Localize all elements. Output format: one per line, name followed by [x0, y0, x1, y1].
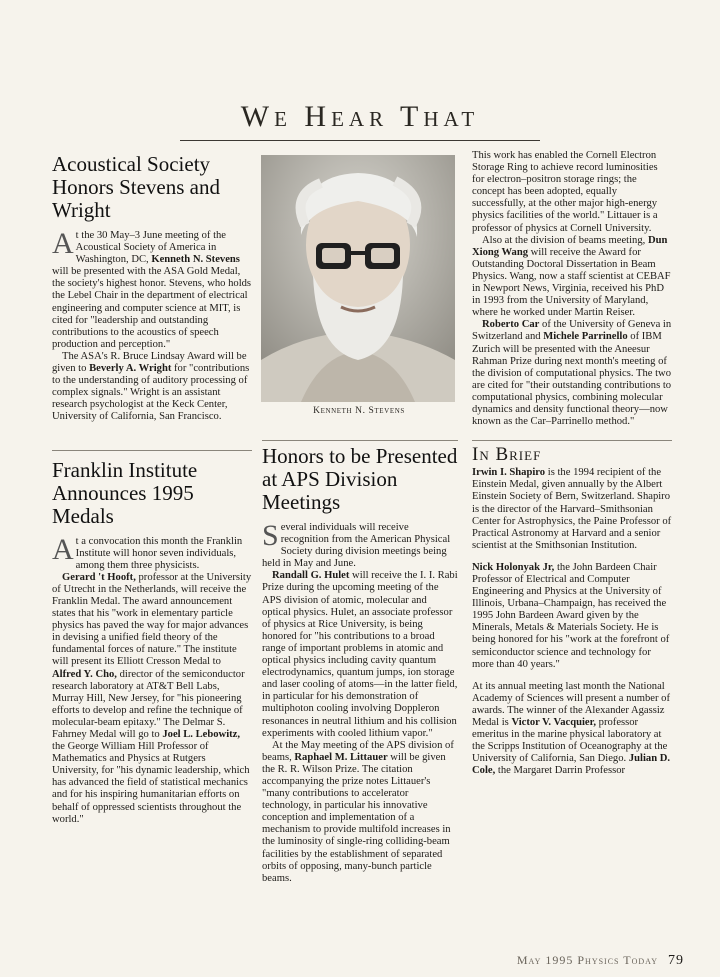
page-number: 79: [668, 953, 684, 968]
article-paragraph: Several individuals will receive recognition from the American Physical Society during division meetings being held in May and June.: [262, 519, 451, 570]
brief-item: Irwin I. Shapiro is the 1994 recipient of the Einstein Medal, given annually by the Albert Einstein Society of Bern, Switzerland. Shapiro is the director of the Harvard–Smithsonian Center for Astrophysics, the Paine Professor of Practical Astronomy at Harvard and a senior scientist at the Smithsonian Institution.: [472, 467, 672, 551]
article-paragraph: Randall G. Hulet will receive the I. I. Rabi Prize during the upcoming meeting of the APS division of atomic, molecular and optical physics. Hulet, an associate professor of physics at Rice University, is being honored for "his contributions to a broad range of important problems in atomic and optical physics including cavity quantum electrodynamics, quantum jumps, ion storage and laser cooling of atoms—in the latter field, in particular for his demonstration of multiphoton cooling involving Doppleron resonances in neutral lithium and his collision experiments with cooled lithium vapor.": [262, 570, 458, 739]
article-heading: Franklin Institute Announces 1995 Medals: [52, 457, 198, 528]
article-paragraph: At a convocation this month the Franklin Institute will honor seven individuals, among them three physicists.: [52, 532, 243, 571]
column-middle: [262, 440, 458, 885]
article-heading: Honors to be Presented at APS Division Meetings: [262, 444, 458, 514]
page-footer: [517, 953, 684, 969]
article-paragraph: Also at the division of beams meeting, Dun Xiong Wang will receive the Award for Outstanding Doctoral Dissertation in Beam Physics. Wang, now a staff scientist at CEBAF in Newport News, Virginia, received his PhD in 1993 from the University of Maryland, where he worked under Martin Reiser.: [472, 234, 671, 319]
brief-item: Nick Holonyak Jr, the John Bardeen Chair Professor of Electrical and Computer Engineering and Physics at the University of Illinois, Urbana–Champaign, has received the 1995 John Bardeen Award given by the Minerals, Metals & Materials Society. He is being honored for his "work at the forefront of semiconductor science and technology for more than 40 years.": [472, 561, 670, 670]
article-paragraph: This work has enabled the Cornell Electron Storage Ring to achieve record luminosities for electron–positron storage rings; the concept has been adopted, equally successfully, at the other major high-energy physics facilities of the world." Littauer is a professor of physics at Cornell University.: [472, 150, 658, 234]
brief-item: At its annual meeting last month the National Academy of Sciences will present a number of awards. The winner of the Alexander Agassiz Medal is Victor V. Vacquier, professor emeritus in the marine physical laboratory at the Scripps Institution of Oceanography at the University of California, San Diego. Julian D. Cole, the Margaret Darrin Professor: [472, 680, 671, 777]
drop-cap: S: [262, 519, 279, 552]
photo-caption: Kenneth N. Stevens: [313, 406, 405, 416]
column-right: [472, 150, 672, 778]
footer-issue: May 1995: [516, 953, 574, 967]
article-paragraph: At the May meeting of the APS division of beams, Raphael M. Littauer will be given the R. R. Wilson Prize. The citation accompanying the prize notes Littauer's "many contributions to accelerator technology, in particular his innovative conception and implementation of a mechanism to provide multifold increases in the luminosity of single-ring colliding-beam facilities by the establishment of separated orbits of opposing, many-bunch particle beams.: [262, 739, 454, 884]
article-heading: Acoustical Society Honors Stevens and Wright: [52, 152, 220, 222]
article-paragraph: The ASA's R. Bruce Lindsay Award will be given to Beverly A. Wright for "contributions to the understanding of auditory processing of complex signals." Wright is an assistant research psychologist at the Keck Center, University of California, San Francisco.: [52, 350, 250, 423]
portrait-illustration: [261, 155, 455, 402]
drop-cap: A: [52, 532, 74, 566]
column-left: [52, 153, 252, 826]
drop-cap: A: [52, 227, 74, 260]
page-masthead: We Hear That: [0, 100, 720, 134]
article-paragraph: Gerard 't Hooft, professor at the University of Utrecht in the Netherlands, will receive the Franklin Medal. The award announcement states that his "work in elementary particle physics has paved the way for major advances in devising a unified field theory of the fundamental forces of nature." The institute will present its Elliott Cresson Medal to Alfred Y. Cho, director of the semiconductor research laboratory at AT&T Bell Labs, Murray Hill, New Jersey, for "his pioneering efforts to develop and refine the technique of molecular-beam epitaxy." The Delmar S. Fahrney Medal will go to Joel L. Lebowitz, the George William Hill Professor of Mathematics and Physics at Rutgers University, for "his dynamic leadership, which has advanced the field of statistical mechanics and for his inspiring humanitarian efforts on behalf of oppressed scientists throughout the world.": [52, 571, 252, 825]
article-paragraph: At the 30 May–3 June meeting of the Acoustical Society of America in Washington, DC, Kenneth N. Stevens will be presented with the ASA Gold Medal, the society's highest honor. Stevens, who holds the Lebel Chair in the department of electrical engineering and computer science at MIT, is cited for "leadership and outstanding contributions to the acoustics of speech production and perception.": [52, 227, 252, 350]
masthead-rule: [180, 140, 540, 141]
footer-journal: Physics Today: [577, 953, 658, 967]
portrait-photo: [261, 155, 455, 402]
in-brief-heading: In Brief: [472, 444, 542, 466]
article-paragraph: Roberto Car of the University of Geneva in Switzerland and Michele Parrinello of IBM Zurich will be presented with the Aneesur Rahman Prize during next month's meeting of the division of computational physics. The two are cited for "their outstanding contributions to computational physics, combining molecular dynamics and density functional theory—now known as the Car–Parrinello method.": [472, 319, 672, 428]
